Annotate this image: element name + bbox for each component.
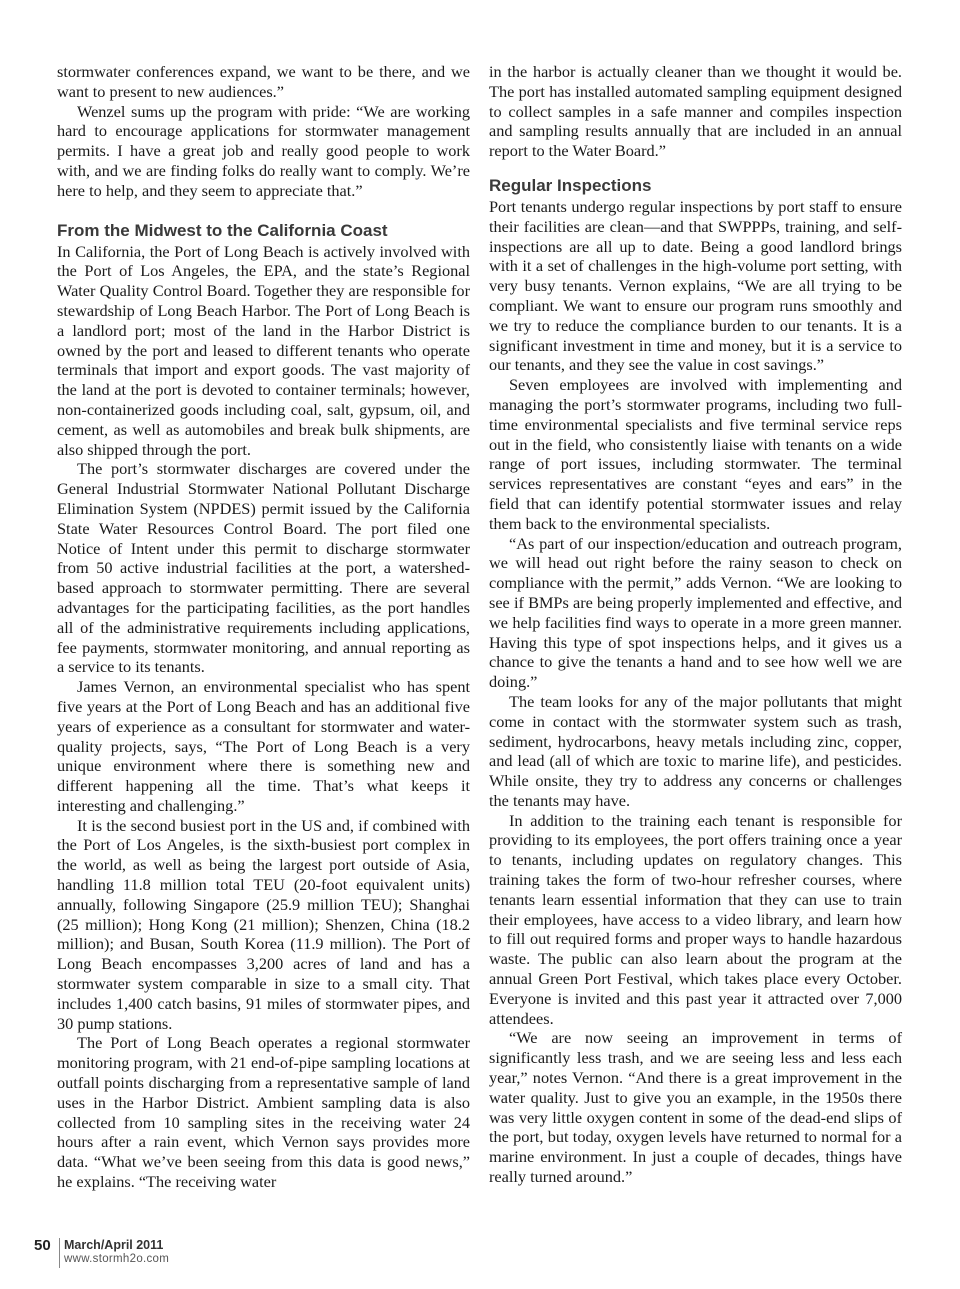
footer-divider: [59, 1238, 60, 1268]
paragraph: Port tenants undergo regular inspections by port staff to ensure their facilities are clean—and that SWPPPs, training, and self-inspections are all up to date. Being a good landlord brings with it a set of challenges in the high-volume port setting, with very busy tenants. Vernon explains, “We are all trying to be compliant. We want to ensure our program runs smoothly and we try to reduce the compliance burden to our tenants. It is a significant investment in time and money, but it is a service to our tenants, and they see the value in cost savings.”: [489, 196, 902, 375]
paragraph: in the harbor is actually cleaner than we thought it would be. The port has installed automated sampling equipment designed to collect samples in a safe manner and compiles inspection and sampling results annually that are included in an annual report to the Water Board.”: [489, 62, 902, 161]
paragraph: The port’s stormwater discharges are covered under the General Industrial Stormwater National Pollutant Discharge Elimination System (NPDES) permit issued by the California State Water Resources Control Board. The port filed one Notice of Intent under this permit to discharge stormwater from 50 active industrial facilities at the port, a watershed-based approach to stormwater permitting. There are several advantages for the participating facilities, as the port handles all of the administrative requirements including applications, fee payments, stormwater monitoring, and annual reporting as a service to its tenants.: [57, 459, 470, 677]
paragraph: James Vernon, an environmental specialist who has spent five years at the Port of Long Beach and has an additional five years of experience as a consultant for stormwater and water-quality projects, says, “The Port of Long Beach is a very unique environment where there is something new and different happening all the time. That’s what keeps it interesting and challenging.”: [57, 677, 470, 815]
paragraph: In California, the Port of Long Beach is actively involved with the Port of Los Angeles, the EPA, and the state’s Regional Water Quality Control Board. Together they are responsible for stewardship of Long Beach Harbor. The Port of Long Beach is a landlord port; most of the land in the Harbor District is owned by the port and leased to different tenants who operate terminals that import and export goods. The vast majority of the land at the port is devoted to container terminals; however, non-containerized goods including coal, salt, gypsum, oil, and cement, as well as automobiles and break bulk shipments, are also shipped through the port.: [57, 241, 470, 459]
website-url: www.stormh2o.com: [64, 1253, 170, 1265]
left-column: [57, 62, 470, 1192]
section-heading-midwest-california: From the Midwest to the California Coast: [57, 220, 388, 240]
paragraph: stormwater conferences expand, we want to be there, and we want to present to new audiences.”: [57, 62, 470, 101]
page-number: 50: [34, 1237, 51, 1254]
issue-date: March/April 2011: [64, 1238, 164, 1252]
paragraph: Seven employees are involved with implementing and managing the port’s stormwater programs, including two full-time environmental specialists and five terminal service reps out in the field, who consistently liaise with tenants on a wide range of port issues, including stormwater. The terminal services representatives are constant “eyes and ears” in the field that can identify potential stormwater issues and relay them back to the environmental specialists.: [489, 375, 902, 533]
paragraph: The Port of Long Beach operates a regional stormwater monitoring program, with 21 end-of-pipe sampling locations at outfall points discharging from a representative sample of land uses in the Harbor District. Ambient sampling data is also collected from 10 sampling sites in the receiving water 24 hours after a rain event, which Vernon says provides more data. “What we’ve been seeing from this data is good news,” he explains. “The receiving water: [57, 1033, 470, 1192]
right-column: [489, 62, 902, 1187]
paragraph: It is the second busiest port in the US and, if combined with the Port of Los Angeles, is the sixth-busiest port complex in the world, as well as being the largest port outside of Asia, handling 11.8 million total TEU (20-foot equivalent units) annually, following Singapore (25.9 million TEU); Shanghai (25 million); Hong Kong (21 million); Shenzen, China (18.2 million); and Busan, South Korea (11.9 million). The Port of Long Beach encompasses 3,200 acres of land and has a stormwater system comparable in size to a small city. That includes 1,400 catch basins, 91 miles of stormwater pipes, and 30 pump stations.: [57, 815, 470, 1033]
paragraph: The team looks for any of the major pollutants that might come in contact with the stormwater system such as trash, sediment, hydrocarbons, heavy metals including zinc, copper, and lead (all of which are toxic to marine life), and pesticides. While onsite, they try to address any concerns or challenges the tenants may have.: [489, 691, 902, 810]
paragraph: In addition to the training each tenant is responsible for providing to its employees, the port offers training once a year to tenants, including updates on regulatory changes. This training takes the form of two-hour refresher courses, where tenants learn essential information that they can use to train their employees, have access to a video library, and learn how to fill out required forms and proper ways to handle hazardous waste. The public can also learn about the program at the annual Green Port Festival, which takes place every October. Everyone is invited and this past year it attracted over 7,000 attendees.: [489, 810, 902, 1028]
paragraph: “We are now seeing an improvement in terms of significantly less trash, and we are seeing less and less each year,” notes Vernon. “And there is a great improvement in the water quality. Just to give you an example, in the 1950s there was very little oxygen content in some of the dead-end slips of the port, but today, oxygen levels have returned to normal for a marine environment. In just a couple of decades, things have really turned around.”: [489, 1028, 902, 1187]
section-heading-regular-inspections: Regular Inspections: [489, 175, 652, 195]
paragraph: Wenzel sums up the program with pride: “We are working hard to encourage applications for stormwater management permits. I have a great job and really good people to work with, and we are finding folks do really want to comply. We’re here to help, and they seem to appreciate that.”: [57, 101, 470, 200]
paragraph: “As part of our inspection/education and outreach program, we will head out right before the rainy season to check on compliance with the permit,” adds Vernon. “We are looking to see if BMPs are being properly implemented and effective, and we help facilities find ways to operate in a more green manner. Having this type of spot inspections helps, and it gives us a chance to give the tenants a hand and to see how well we are doing.”: [489, 533, 902, 692]
